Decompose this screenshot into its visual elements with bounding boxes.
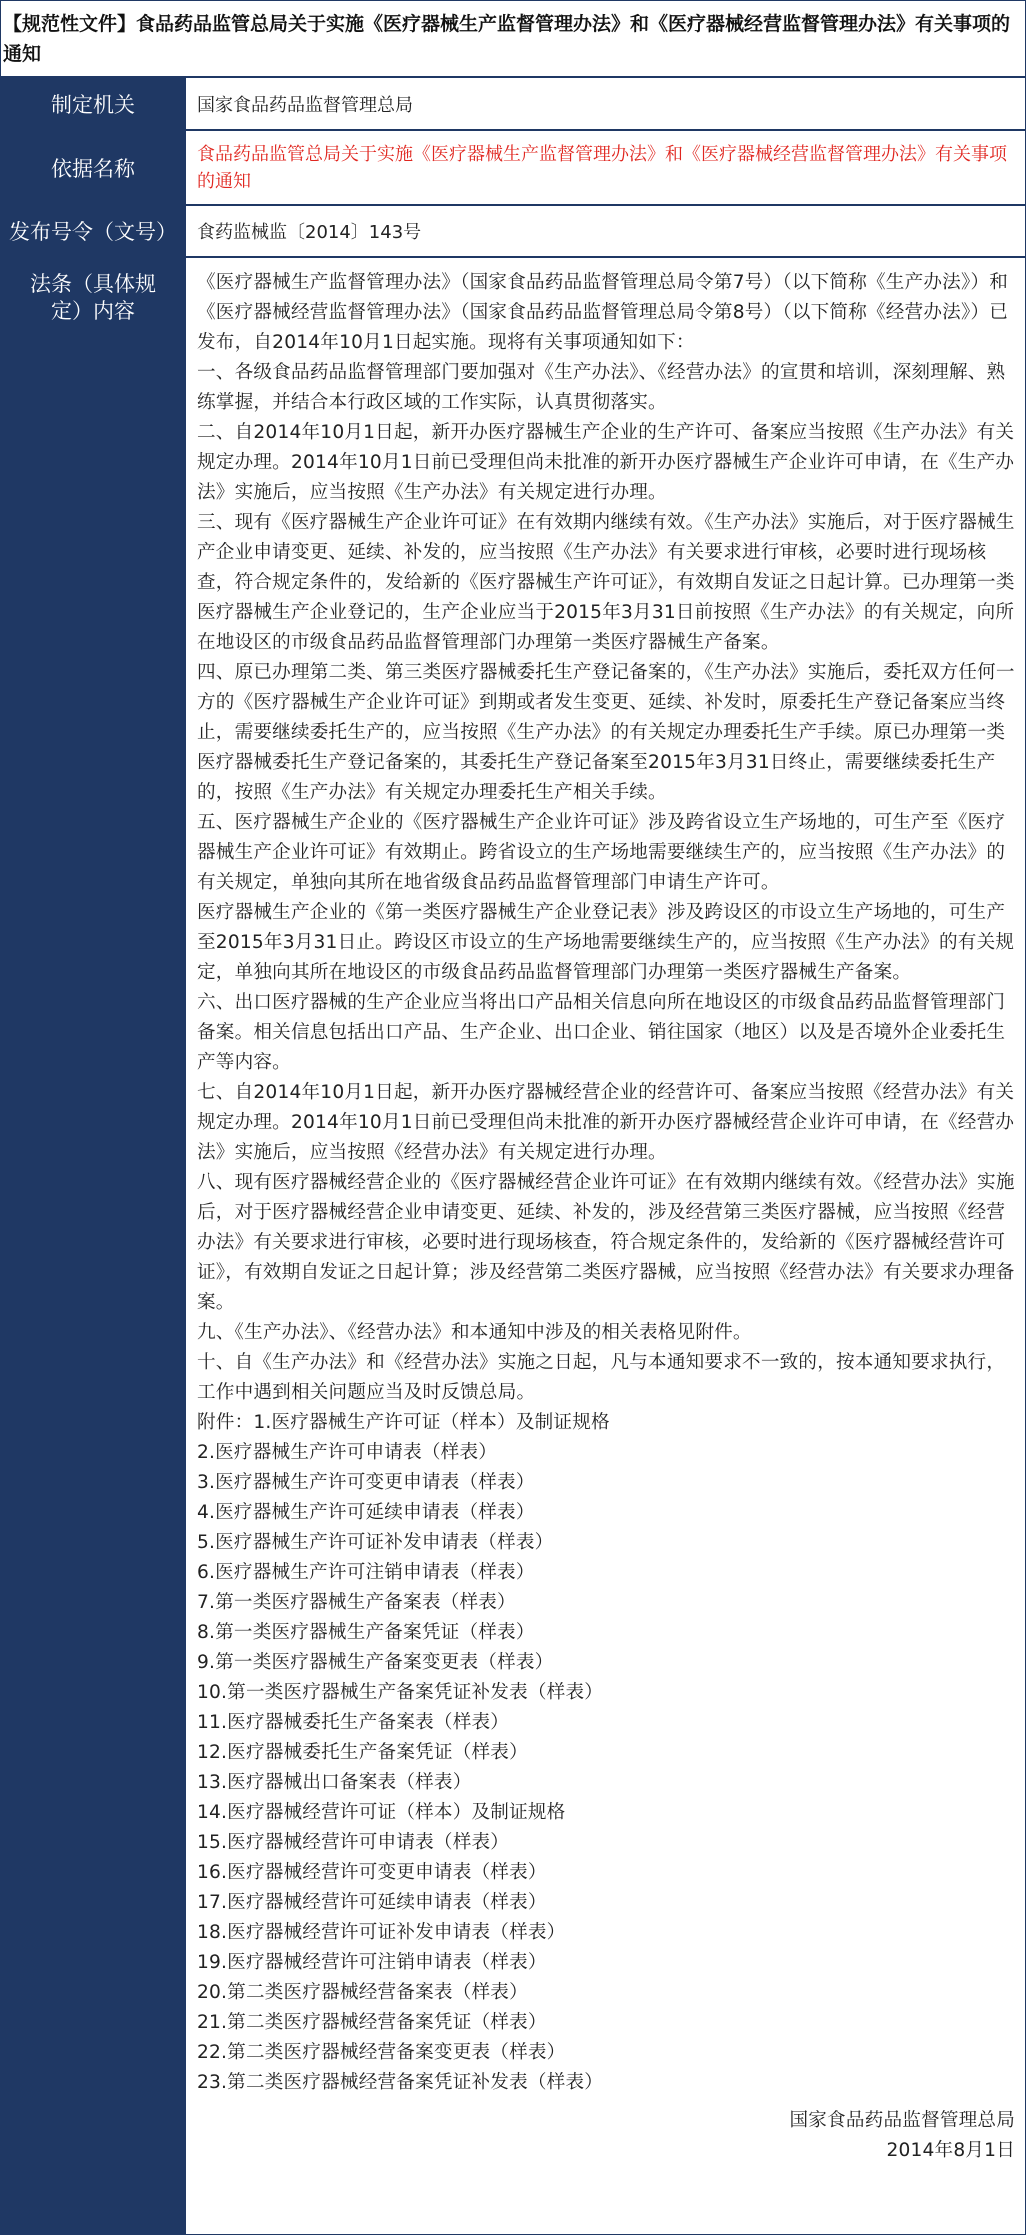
row-doc-number [0,205,1026,257]
document-title: 【规范性文件】食品药品监管总局关于实施《医疗器械生产监督管理办法》和《医疗器械经营监督管理办法》有关事项的通知 [0,0,1026,77]
article-paragraph: 13.医疗器械出口备案表（样表） [197,1772,472,1793]
row-articles [0,257,1026,2235]
article-paragraph: 五、医疗器械生产企业的《医疗器械生产企业许可证》涉及跨省设立生产场地的，可生产至《医疗器械生产企业许可证》有效期止。跨省设立的生产场地需要继续生产的，应当按照《生产办法》的有关规定，单独向其所在地省级食品药品监督管理部门申请生产许可。 [197,812,1006,893]
article-paragraph: 12.医疗器械委托生产备案凭证（样表） [197,1742,528,1763]
article-paragraph: 23.第二类医疗器械经营备案凭证补发表（样表） [197,2072,604,2093]
article-paragraph: 2.医疗器械生产许可申请表（样表） [197,1442,498,1463]
articles-paragraphs [197,268,1015,2098]
article-paragraph: 《医疗器械生产监督管理办法》（国家食品药品监督管理总局令第7号）（以下简称《生产办法》）和《医疗器械经营监督管理办法》（国家食品药品监督管理总局令第8号）（以下简称《经营办法》）已发布，自2014年10月1日起实施。现将有关事项通知如下： [197,272,1009,353]
article-paragraph: 八、现有医疗器械经营企业的《医疗器械经营企业许可证》在有效期内继续有效。《经营办法》实施后，对于医疗器械经营企业申请变更、延续、补发的，涉及经营第三类医疗器械，应当按照《经营办法》有关要求进行审核，必要时进行现场核查，符合规定条件的，发给新的《医疗器械经营许可证》，有效期自发证之日起计算；涉及经营第二类医疗器械，应当按照《经营办法》有关要求办理备案。 [197,1172,1015,1313]
article-paragraph: 15.医疗器械经营许可申请表（样表） [197,1832,510,1853]
article-paragraph: 三、现有《医疗器械生产企业许可证》在有效期内继续有效。《生产办法》实施后，对于医疗器械生产企业申请变更、延续、补发的，应当按照《生产办法》有关要求进行审核，必要时进行现场核查，符合规定条件的，发给新的《医疗器械生产许可证》，有效期自发证之日起计算。已办理第一类医疗器械生产企业登记的，生产企业应当于2015年3月31日前按照《生产办法》的有关规定，向所在地设区的市级食品药品监督管理部门办理第一类医疗器械生产备案。 [197,512,1015,653]
basis-label: 依据名称 [0,130,186,205]
signature-date: 2014年8月1日 [886,2140,1015,2161]
article-paragraph: 17.医疗器械经营许可延续申请表（样表） [197,1892,547,1913]
article-paragraph: 一、各级食品药品监督管理部门要加强对《生产办法》、《经营办法》的宣贯和培训，深刻理解、熟练掌握，并结合本行政区域的工作实际，认真贯彻落实。 [197,362,1006,413]
article-paragraph: 16.医疗器械经营许可变更申请表（样表） [197,1862,547,1883]
signature-org: 国家食品药品监督管理总局 [789,2110,1015,2131]
article-paragraph: 14.医疗器械经营许可证（样本）及制证规格 [197,1802,566,1823]
article-paragraph: 7.第一类医疗器械生产备案表（样表） [197,1592,516,1613]
row-basis [0,130,1026,205]
article-paragraph: 8.第一类医疗器械生产备案凭证（样表） [197,1622,535,1643]
article-paragraph: 二、自2014年10月1日起，新开办医疗器械生产企业的生产许可、备案应当按照《生产办法》有关规定办理。2014年10月1日前已受理但尚未批准的新开办医疗器械生产企业许可申请，在《生产办法》实施后，应当按照《生产办法》有关规定进行办理。 [197,422,1015,503]
article-paragraph: 七、自2014年10月1日起，新开办医疗器械经营企业的经营许可、备案应当按照《经营办法》有关规定办理。2014年10月1日前已受理但尚未批准的新开办医疗器械经营企业许可申请，在《经营办法》实施后，应当按照《经营办法》有关规定进行办理。 [197,1082,1015,1163]
article-paragraph: 21.第二类医疗器械经营备案凭证（样表） [197,2012,547,2033]
article-paragraph: 九、《生产办法》、《经营办法》和本通知中涉及的相关表格见附件。 [197,1322,752,1343]
articles-content [186,257,1026,2235]
article-paragraph: 11.医疗器械委托生产备案表（样表） [197,1712,510,1733]
row-authority [0,77,1026,130]
article-paragraph: 22.第二类医疗器械经营备案变更表（样表） [197,2042,566,2063]
article-paragraph: 9.第一类医疗器械生产备案变更表（样表） [197,1652,554,1673]
article-paragraph: 四、原已办理第二类、第三类医疗器械委托生产登记备案的，《生产办法》实施后，委托双方任何一方的《医疗器械生产企业许可证》到期或者发生变更、延续、补发时，原委托生产登记备案应当终止，需要继续委托生产的，应当按照《生产办法》的有关规定办理委托生产手续。原已办理第一类医疗器械委托生产登记备案的，其委托生产登记备案至2015年3月31日终止，需要继续委托生产的，按照《生产办法》有关规定办理委托生产相关手续。 [197,662,1015,803]
articles-label: 法条（具体规定）内容 [0,257,186,2235]
article-paragraph: 5.医疗器械生产许可证补发申请表（样表） [197,1532,554,1553]
article-paragraph: 6.医疗器械生产许可注销申请表（样表） [197,1562,535,1583]
article-paragraph: 六、出口医疗器械的生产企业应当将出口产品相关信息向所在地设区的市级食品药品监督管理部门备案。相关信息包括出口产品、生产企业、出口企业、销往国家（地区）以及是否境外企业委托生产等内容。 [197,992,1006,1073]
article-paragraph: 4.医疗器械生产许可延续申请表（样表） [197,1502,535,1523]
article-paragraph: 10.第一类医疗器械生产备案凭证补发表（样表） [197,1682,604,1703]
article-paragraph: 19.医疗器械经营许可注销申请表（样表） [197,1952,547,1973]
article-paragraph: 3.医疗器械生产许可变更申请表（样表） [197,1472,535,1493]
doc-number-label: 发布号令（文号） [0,205,186,257]
basis-value-cell [186,130,1026,205]
basis-link[interactable]: 食品药品监管总局关于实施《医疗器械生产监督管理办法》和《医疗器械经营监督管理办法》有关事项的通知 [197,143,1007,192]
article-paragraph: 附件：1.医疗器械生产许可证（样本）及制证规格 [197,1412,610,1433]
authority-value: 国家食品药品监督管理总局 [186,77,1026,130]
article-paragraph: 18.医疗器械经营许可证补发申请表（样表） [197,1922,566,1943]
doc-number-value: 食药监械监〔2014〕143号 [186,205,1026,257]
article-paragraph: 十、自《生产办法》和《经营办法》实施之日起，凡与本通知要求不一致的，按本通知要求执行，工作中遇到相关问题应当及时反馈总局。 [197,1352,1006,1403]
authority-label: 制定机关 [0,77,186,130]
signature-block [197,2106,1015,2166]
article-paragraph: 20.第二类医疗器械经营备案表（样表） [197,1982,528,2003]
article-paragraph: 医疗器械生产企业的《第一类医疗器械生产企业登记表》涉及跨设区的市设立生产场地的，可生产至2015年3月31日止。跨设区市设立的生产场地需要继续生产的，应当按照《生产办法》的有关规定，单独向其所在地设区的市级食品药品监督管理部门办理第一类医疗器械生产备案。 [197,902,1015,983]
